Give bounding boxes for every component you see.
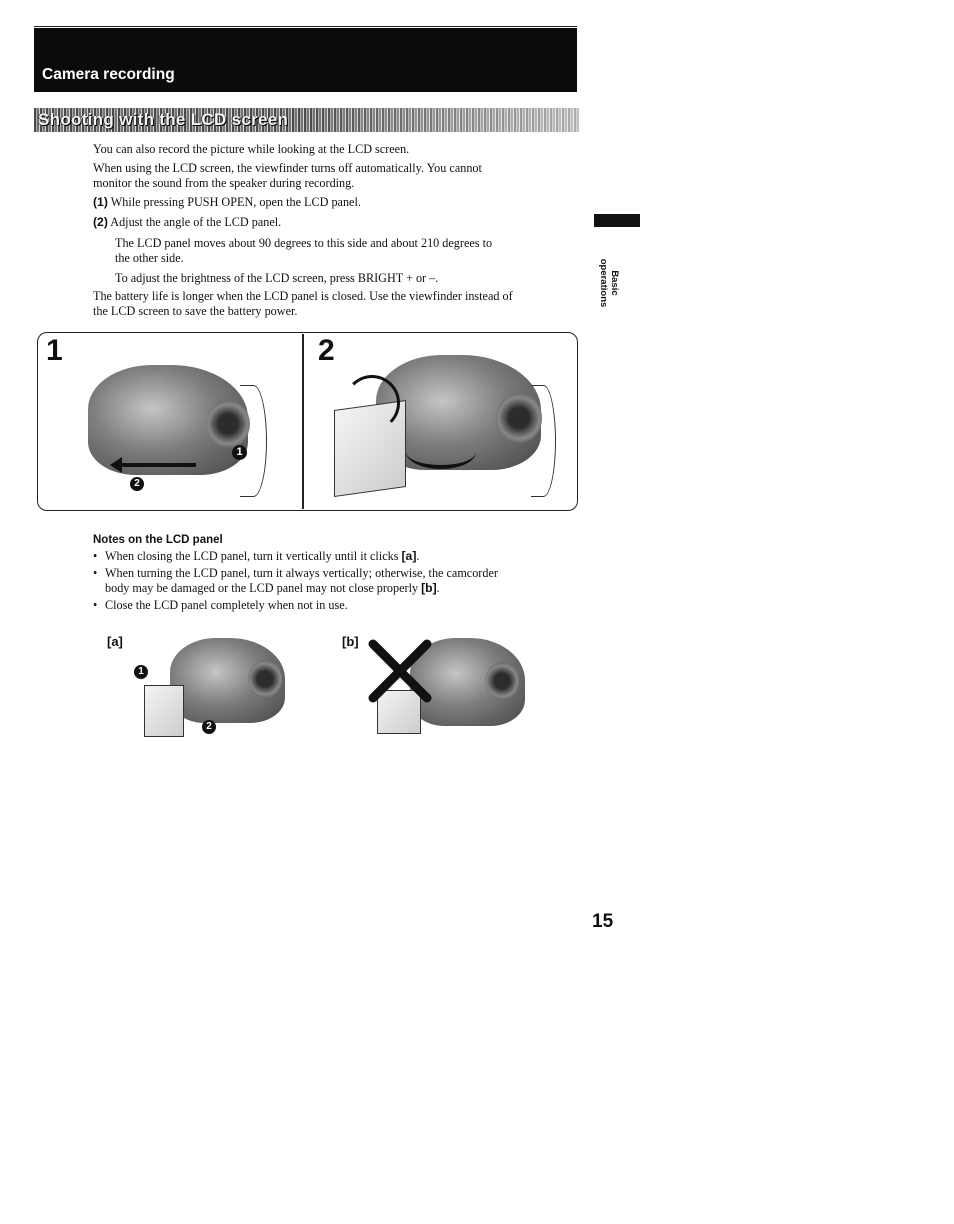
open-arrow-shaft [116, 463, 196, 467]
bullet-icon: • [93, 549, 98, 563]
note-1-ref: [a] [401, 549, 417, 563]
arrow-left-icon [110, 457, 122, 473]
step-2-text: Adjust the angle of the LCD panel. [110, 215, 282, 229]
note-3 [93, 598, 563, 614]
swing-arrow-icon [406, 435, 476, 469]
note-3-text: Close the LCD panel completely when not in use. [105, 598, 348, 612]
step-1 [93, 195, 361, 210]
step-2-detail-2: To adjust the brightness of the LCD screen, press BRIGHT + or –. [115, 271, 439, 285]
hand-outline [240, 385, 267, 497]
note-2-ref: [b] [421, 581, 437, 595]
callout-1-badge: 1 [134, 665, 148, 679]
header-rule [34, 26, 577, 27]
step-2 [93, 215, 281, 230]
subfigure-b-label: [b] [342, 634, 359, 649]
note-2-end: . [436, 581, 440, 595]
section-title: Shooting with the LCD screen [38, 110, 289, 129]
figure-2-label: 2 [318, 334, 335, 367]
bullet-icon: • [93, 598, 98, 612]
hand-outline [531, 385, 556, 497]
note-1-text: When closing the LCD panel, turn it vertically until it clicks [105, 549, 402, 563]
side-tab-marker [594, 214, 640, 227]
step-2-detail-1-line-1: The LCD panel moves about 90 degrees to this side and about 210 degrees to [115, 236, 493, 250]
bullet-icon: • [93, 566, 98, 580]
note-2-continuation [105, 581, 565, 597]
note-1-end: . [416, 549, 420, 563]
intro-paragraph-1: You can also record the picture while looking at the LCD screen. [93, 142, 410, 156]
notes-heading: Notes on the LCD panel [93, 534, 223, 546]
lcd-panel [144, 685, 184, 737]
wrong-x-icon [367, 638, 433, 704]
step-1-text: While pressing PUSH OPEN, open the LCD panel. [110, 195, 361, 209]
battery-note-line-2: the LCD screen to save the battery power. [93, 304, 298, 318]
subfigure-b-illustration [365, 630, 530, 740]
header-title: Camera recording [42, 66, 175, 83]
note-2-line-2: body may be damaged or the LCD panel may not close properly [105, 581, 422, 595]
note-1 [93, 549, 563, 565]
callout-2-badge: 2 [130, 477, 144, 491]
subfigure-a-label: [a] [107, 634, 123, 649]
step-2-detail-1-line-2: the other side. [115, 251, 184, 265]
figure-2-camcorder-illustration [326, 345, 566, 505]
camcorder-lens [485, 662, 519, 700]
figure-1-camcorder-illustration [80, 345, 280, 505]
step-1-number: (1) [93, 195, 108, 209]
page-number: 15 [592, 911, 614, 932]
camcorder-lens [248, 660, 282, 698]
battery-note-line-1: The battery life is longer when the LCD panel is closed. Use the viewfinder instead of [93, 289, 513, 303]
intro-paragraph-2-line-1: When using the LCD screen, the viewfinder turns off automatically. You cannot [93, 161, 482, 175]
figure-1-label: 1 [46, 334, 63, 367]
callout-1-badge: 1 [232, 445, 247, 460]
side-tab-label: Basic operations [598, 258, 620, 308]
subfigure-a-illustration [130, 630, 295, 740]
note-2-line-1: When turning the LCD panel, turn it always vertically; otherwise, the camcorder [105, 566, 498, 580]
intro-paragraph-2-line-2: monitor the sound from the speaker during recording. [93, 176, 355, 190]
step-2-number: (2) [93, 215, 108, 229]
callout-2-badge: 2 [202, 720, 216, 734]
section-title-band-fade [300, 108, 579, 132]
rotate-arrow-icon [344, 375, 400, 431]
figure-divider [302, 334, 304, 509]
